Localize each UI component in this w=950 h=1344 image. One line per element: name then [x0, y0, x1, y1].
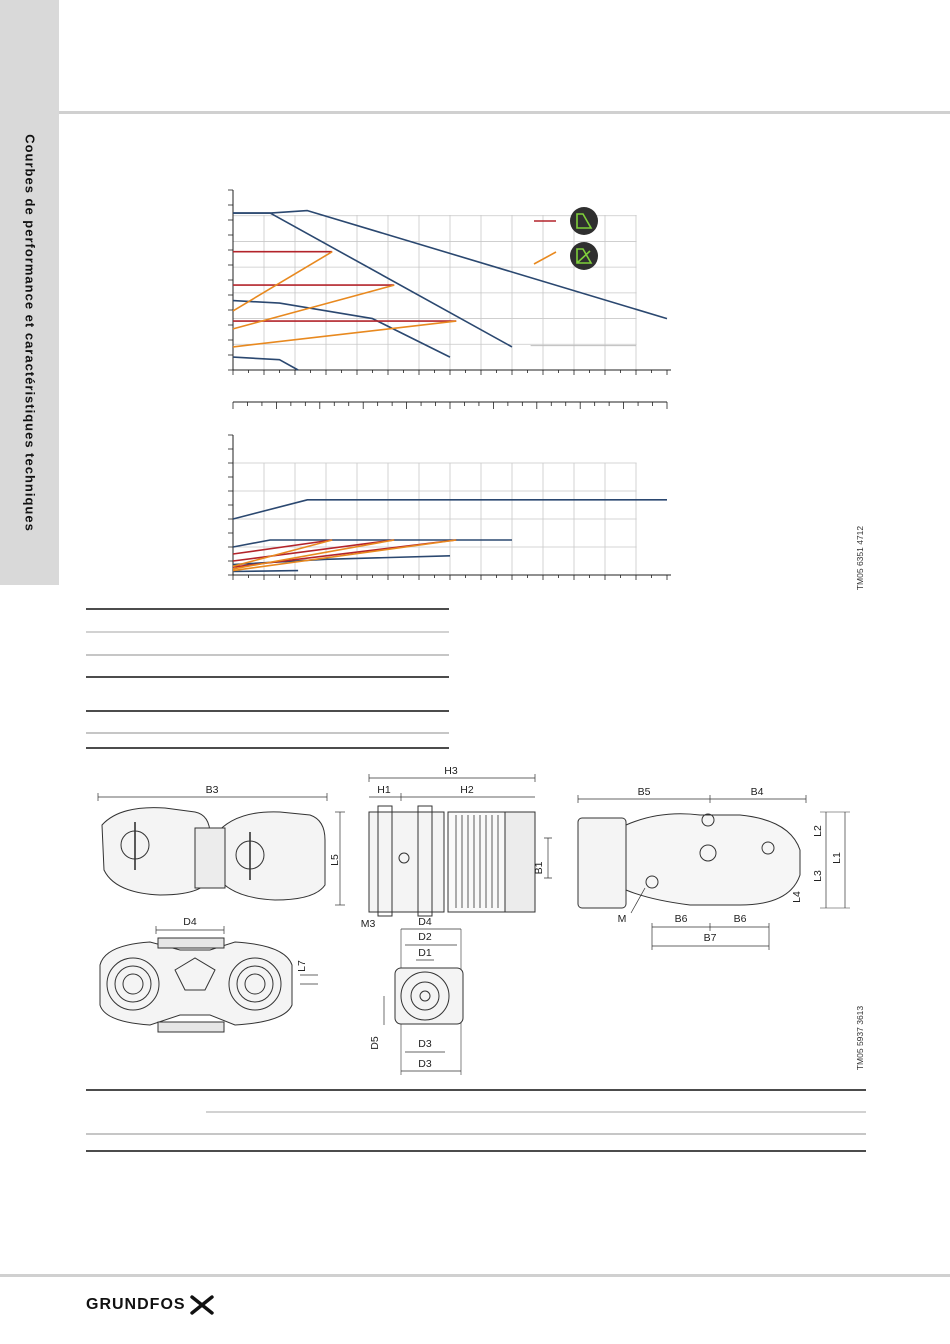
side-tab-label: Courbes de performance et caractéristiques techniques — [22, 134, 38, 532]
chart-code: TM05 6351 4712 — [855, 525, 865, 591]
dimension-label: B4 — [750, 786, 764, 798]
legend-constant-line — [534, 252, 556, 264]
dimension-label: H3 — [444, 765, 458, 777]
grundfos-logo — [86, 1292, 215, 1318]
dimension-label: B6 — [674, 913, 688, 925]
top-view-drawing — [578, 795, 850, 950]
series-navy-line — [233, 571, 298, 572]
dimension-label: D5 — [369, 1036, 381, 1050]
constant-pressure-icon — [570, 242, 598, 270]
side-view-drawing — [369, 774, 552, 1075]
dimension-label: L7 — [296, 960, 308, 972]
series-navy-line — [233, 301, 450, 358]
performance-chart-power — [228, 435, 671, 580]
dimension-label: L3 — [812, 870, 824, 882]
dimension-label: D3 — [418, 1058, 432, 1070]
dimension-label: L4 — [791, 891, 803, 903]
dimension-labels — [183, 765, 843, 1070]
grundfos-mark-icon — [189, 1294, 215, 1316]
dimension-label: D4 — [418, 916, 432, 928]
dimension-label: L2 — [812, 825, 824, 837]
dimension-label: D3 — [418, 1038, 432, 1050]
dimension-label: D4 — [183, 916, 197, 928]
brand-name: GRUNDFOS — [86, 1296, 186, 1313]
series-orange-line — [233, 252, 332, 311]
series-orange-line — [233, 540, 456, 571]
series-navy-line — [233, 357, 298, 370]
dimensions-table-rules — [86, 1090, 866, 1151]
proportional-pressure-icon — [570, 207, 598, 235]
series-navy-line — [233, 213, 512, 347]
performance-chart-head — [228, 190, 671, 375]
dimension-label: D2 — [418, 931, 432, 943]
flow-axis — [233, 402, 667, 409]
series-orange-line — [233, 285, 394, 329]
dimension-label: M — [617, 913, 627, 925]
dimension-label: L5 — [329, 854, 341, 866]
dimension-label: B7 — [703, 932, 717, 944]
dimension-label: B1 — [533, 861, 545, 875]
dimension-label: M3 — [360, 918, 376, 930]
dimension-label: L1 — [831, 852, 843, 864]
dimension-label: B3 — [205, 784, 219, 796]
chart-legend — [534, 207, 598, 270]
dimension-label: B6 — [733, 913, 747, 925]
dimension-label: D1 — [418, 947, 432, 959]
dimension-label: B5 — [637, 786, 651, 798]
front-view-drawing — [98, 793, 345, 1032]
data-table-rules — [86, 609, 449, 748]
dimension-label: H2 — [460, 784, 474, 796]
drawing-code: TM05 5937 3613 — [855, 1005, 865, 1071]
dimension-label: H1 — [377, 784, 391, 796]
